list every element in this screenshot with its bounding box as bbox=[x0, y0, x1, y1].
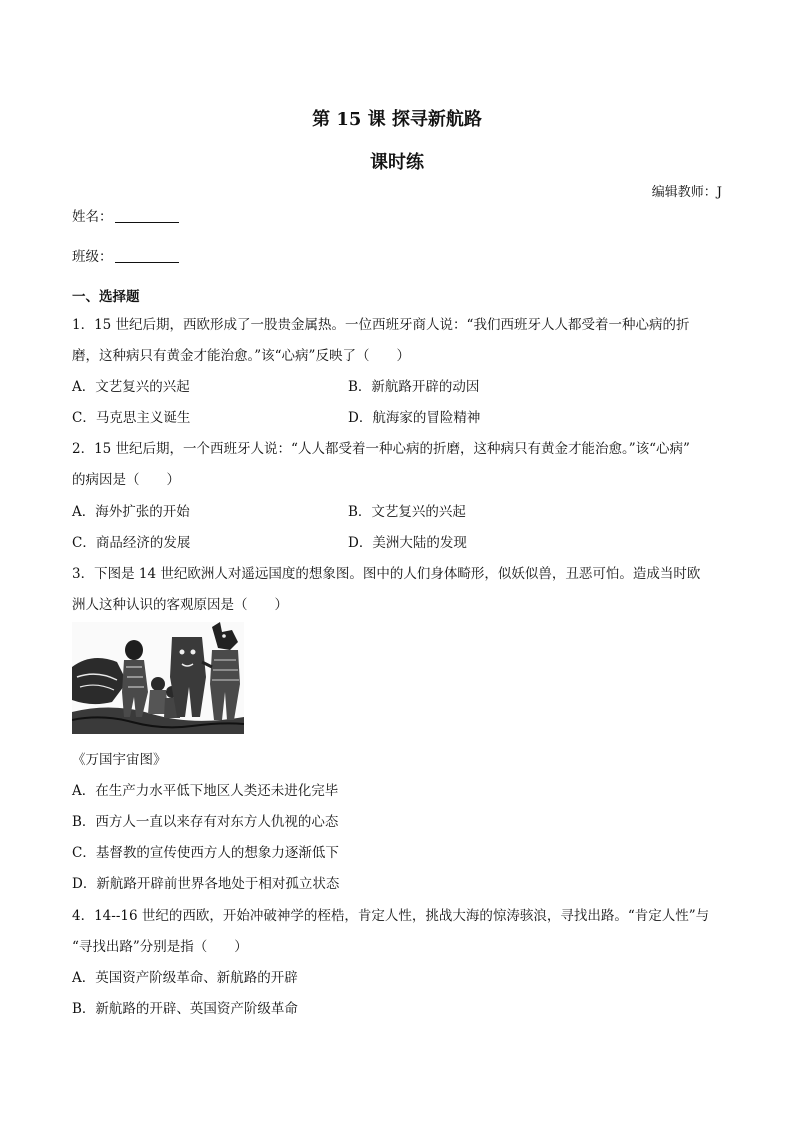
question-line: 1．15 世纪后期，西欧形成了一股贵金属热。一位西班牙商人说：“我们西班牙人人都受着一种心病的折 bbox=[72, 317, 690, 333]
editor-label: 编辑教师：J bbox=[651, 185, 722, 200]
option-a[interactable]: A．文艺复兴的兴起 bbox=[72, 379, 190, 395]
name-field[interactable] bbox=[72, 205, 179, 225]
option-d[interactable]: D．航海家的冒险精神 bbox=[348, 410, 481, 426]
class-field[interactable] bbox=[72, 245, 179, 265]
name-blank[interactable] bbox=[115, 208, 179, 223]
figure-caption: 《万国宇宙图》 bbox=[72, 752, 167, 768]
page-subtitle: 课时练 bbox=[370, 152, 424, 173]
question-line: “寻找出路”分别是指（ ） bbox=[72, 939, 248, 955]
question-line: 的病因是（ ） bbox=[72, 472, 180, 488]
question-line: 洲人这种认识的客观原因是（ ） bbox=[72, 597, 288, 613]
option-c[interactable]: C．马克思主义诞生 bbox=[72, 410, 191, 426]
option-d[interactable]: D．新航路开辟前世界各地处于相对孤立状态 bbox=[72, 876, 340, 892]
option-c[interactable]: C．基督教的宣传使西方人的想象力逐渐低下 bbox=[72, 845, 339, 861]
option-b[interactable]: B．西方人一直以来存有对东方人仇视的心态 bbox=[72, 814, 339, 830]
question-line: 磨，这种病只有黄金才能治愈。”该“心病”反映了（ ） bbox=[72, 348, 410, 364]
woodcut-illustration-image bbox=[72, 622, 244, 734]
name-label: 姓名： bbox=[72, 209, 113, 225]
option-b[interactable]: B．新航路开辟的动因 bbox=[348, 379, 480, 395]
option-b[interactable]: B．文艺复兴的兴起 bbox=[348, 504, 466, 520]
option-a[interactable]: A．英国资产阶级革命、新航路的开辟 bbox=[72, 970, 298, 986]
page-title: 第 15 课 探寻新航路 bbox=[312, 109, 482, 130]
option-c[interactable]: C．商品经济的发展 bbox=[72, 535, 191, 551]
question-line: 4．14--16 世纪的西欧，开始冲破神学的桎梏，肯定人性，挑战大海的惊涛骇浪，寻找出路。“肯定人性”与 bbox=[72, 908, 710, 924]
option-a[interactable]: A．在生产力水平低下地区人类还未进化完毕 bbox=[72, 783, 339, 799]
class-label: 班级： bbox=[72, 249, 113, 265]
question-line: 2．15 世纪后期，一个西班牙人说：“人人都受着一种心病的折磨，这种病只有黄金才能治愈。”该“心病” bbox=[72, 441, 690, 457]
option-a[interactable]: A．海外扩张的开始 bbox=[72, 504, 190, 520]
question-line: 3．下图是 14 世纪欧洲人对遥远国度的想象图。图中的人们身体畸形，似妖似兽，丑恶可怕。造成当时欧 bbox=[72, 566, 701, 582]
option-b[interactable]: B．新航路的开辟、英国资产阶级革命 bbox=[72, 1001, 298, 1017]
option-d[interactable]: D．美洲大陆的发现 bbox=[348, 535, 467, 551]
class-blank[interactable] bbox=[115, 248, 179, 263]
section-title: 一、选择题 bbox=[72, 289, 140, 305]
